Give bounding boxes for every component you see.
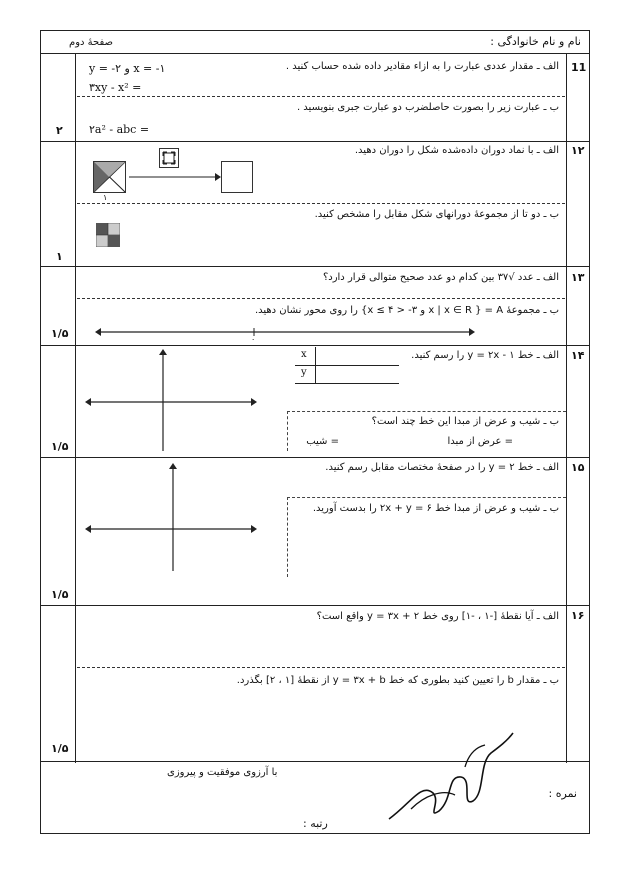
question-part-b: ب ـ شیب و عرض از مبدا این خط چند است؟	[371, 416, 559, 427]
student-name-label: نام و نام خانوادگی :	[490, 35, 581, 48]
question-part-b: ب ـ مقدار b را تعیین کنید بطوری که خط y = ۳x + b از نقطهٔ [۱ ، ۲] بگذرد.	[236, 675, 559, 686]
question-part-b: ب ـ دو تا از مجموعهٔ دورانهای شکل مقابل را مشخص کنید.	[314, 209, 559, 220]
figure-label: ۱	[103, 193, 108, 202]
signature	[381, 723, 521, 833]
question-number: ۱۵	[571, 461, 585, 474]
question-divider	[41, 605, 589, 606]
axis-zero-label: ۰	[251, 335, 256, 344]
question-score: ۱/۵	[51, 440, 69, 453]
question-number: 11	[571, 61, 587, 74]
part-divider	[77, 96, 565, 97]
question-divider	[41, 266, 589, 267]
question-score: ۱/۵	[51, 327, 69, 340]
score-column-divider	[75, 53, 76, 763]
question-score: ۲	[56, 124, 63, 137]
part-divider	[77, 667, 565, 668]
part-divider	[77, 203, 565, 204]
question-part-b: ب ـ عبارت زیر را بصورت حاصلضرب دو عبارت جبری بنویسید .	[296, 102, 559, 113]
intercept-label: = عرض از مبدا	[447, 436, 513, 447]
table-x-label: x	[301, 349, 307, 360]
rotation-pattern-figure	[96, 223, 120, 247]
value-table	[295, 347, 399, 383]
question-divider	[41, 345, 589, 346]
table-y-label: y	[301, 367, 307, 378]
given-values: y = -۲ و x = -۱	[89, 62, 166, 75]
question-number: ۱۴	[571, 349, 585, 362]
grade-label: نمره :	[548, 787, 577, 800]
question-part-a: الف ـ با نماد دوران داده‌شده شکل را دوران دهید.	[354, 145, 559, 156]
question-part-a: الف ـ عدد √۳۷ بین کدام دو عدد صحیح متوالی قرار دارد؟	[322, 272, 559, 283]
rotation-source-figure	[93, 161, 126, 193]
slope-label: = شیب	[306, 436, 339, 447]
arrow-icon	[129, 173, 221, 181]
question-score: ۱/۵	[51, 588, 69, 601]
wish-text: با آرزوی موفقیت و پیروزی	[167, 767, 278, 778]
coordinate-plane[interactable]	[85, 349, 257, 451]
number-line[interactable]	[95, 325, 475, 339]
rank-label: رتبه :	[303, 817, 328, 830]
question-part-a: الف ـ خط y = ۲ را در صفحهٔ مختصات مقابل رسم کنید.	[325, 462, 559, 473]
question-divider	[41, 141, 589, 142]
question-score: ۱/۵	[51, 742, 69, 755]
part-divider	[77, 298, 565, 299]
expression-b: ۲a² - abc =	[89, 123, 150, 136]
coordinate-plane[interactable]	[85, 463, 257, 571]
page-label: صفحهٔ دوم	[69, 37, 114, 48]
rotation-symbol-icon	[159, 148, 179, 168]
number-column-divider	[566, 53, 567, 763]
question-part-b: ب ـ شیب و عرض از مبدا خط ۲x + y = ۶ را بدست آورید.	[312, 503, 559, 514]
question-number: ۱۳	[571, 271, 585, 284]
exam-page	[40, 30, 590, 834]
question-number: ۱۲	[571, 144, 585, 157]
expression: ۳xy - x² =	[89, 81, 142, 94]
header-divider	[41, 53, 589, 54]
rotation-answer-box[interactable]	[221, 161, 253, 193]
question-score: ۱	[56, 250, 63, 263]
question-part-a: الف ـ مقدار عددی عبارت را به ازاء مقادیر داده شده حساب کنید .	[285, 61, 559, 72]
question-part-b: ب ـ مجموعهٔ A = { x | x ∈ R و ۳- < x ≤ ۴} را روی محور نشان دهید.	[254, 305, 559, 316]
question-divider	[41, 457, 589, 458]
question-number: ۱۶	[571, 609, 585, 622]
question-part-a: الف ـ آیا نقطهٔ [-۱ ، -۱] روی خط y = ۳x + ۲ واقع است؟	[316, 611, 559, 622]
question-part-a: الف ـ خط y = ۲x - ۱ را رسم کنید.	[411, 350, 559, 361]
